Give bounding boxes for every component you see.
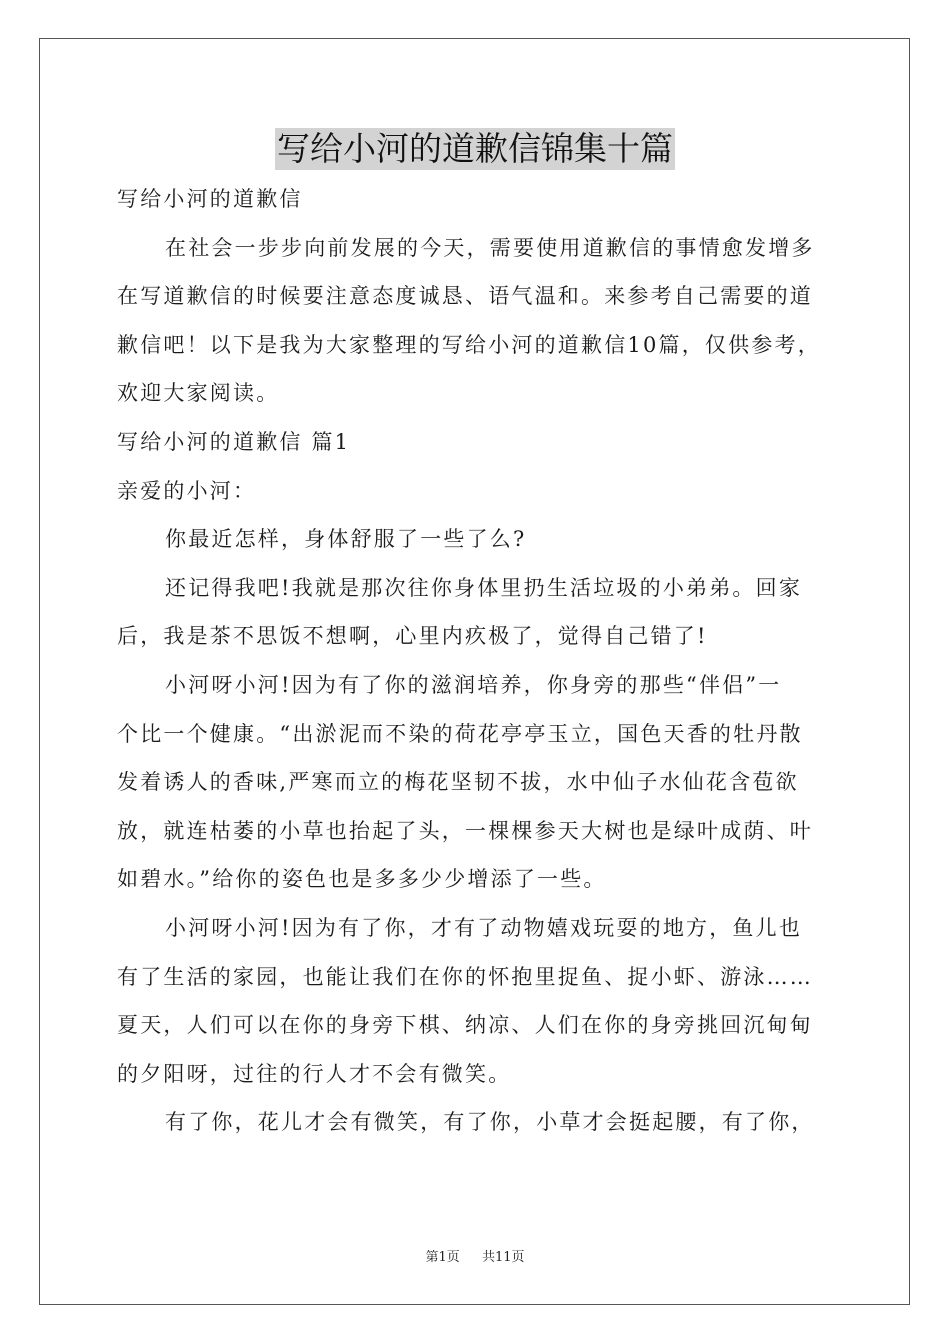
document-title: 写给小河的道歉信锦集十篇: [277, 129, 673, 168]
paragraph-line: 你最近怎样，身体舒服了一些了么?: [165, 527, 527, 552]
paragraph-line: 夏天，人们可以在你的身旁下棋、纳凉、人们在你的身旁挑回沉甸甸: [117, 1013, 813, 1038]
paragraph-line: 还记得我吧!我就是那次往你身体里扔生活垃圾的小弟弟。回家: [165, 575, 803, 600]
paragraph-line: 后，我是茶不思饭不想啊，心里内疚极了，觉得自己错了!: [117, 624, 708, 649]
title-area: [0, 128, 950, 170]
paragraph-line: 的夕阳呀，过往的行人才不会有微笑。: [117, 1061, 512, 1086]
paragraph-line: 在社会一步步向前发展的今天，需要使用道歉信的事情愈发增多: [165, 235, 815, 260]
paragraph-line: 小河呀小河!因为有了你，才有了动物嬉戏玩耍的地方，鱼儿也: [165, 915, 803, 940]
paragraph-line: 发着诱人的香味,严寒而立的梅花坚韧不拔，水中仙子水仙花含苞欲: [117, 770, 799, 795]
paragraph-line: 如碧水。”给你的姿色也是多多少少增添了一些。: [117, 867, 607, 892]
page-footer: [0, 1246, 950, 1265]
section-heading: 写给小河的道歉信 篇1: [117, 429, 351, 454]
section-heading: 写给小河的道歉信: [117, 187, 303, 211]
salutation: 亲爱的小河：: [117, 478, 257, 503]
paragraph-line: 在写道歉信的时候要注意态度诚恳、语气温和。来参考自己需要的道: [117, 284, 813, 309]
document-body: [117, 175, 842, 1147]
paragraph-line: 有了生活的家园，也能让我们在你的怀抱里捉鱼、捉小虾、游泳……: [117, 964, 813, 989]
paragraph-line: 有了你，花儿才会有微笑，有了你，小草才会挺起腰，有了你，: [165, 1110, 815, 1135]
page-number: 第1页: [425, 1250, 460, 1265]
page-total: 共11页: [482, 1250, 525, 1265]
paragraph-line: 欢迎大家阅读。: [117, 381, 280, 406]
paragraph-line: 小河呀小河!因为有了你的滋润培养，你身旁的那些“伴侣”一: [165, 672, 782, 697]
paragraph-line: 个比一个健康。“出淤泥而不染的荷花亭亭玉立，国色天香的牡丹散: [117, 721, 803, 746]
paragraph-line: 歉信吧！以下是我为大家整理的写给小河的道歉信10篇，仅供参考，: [117, 332, 821, 357]
paragraph-line: 放，就连枯萎的小草也抬起了头，一棵棵参天大树也是绿叶成荫、叶: [117, 818, 813, 843]
